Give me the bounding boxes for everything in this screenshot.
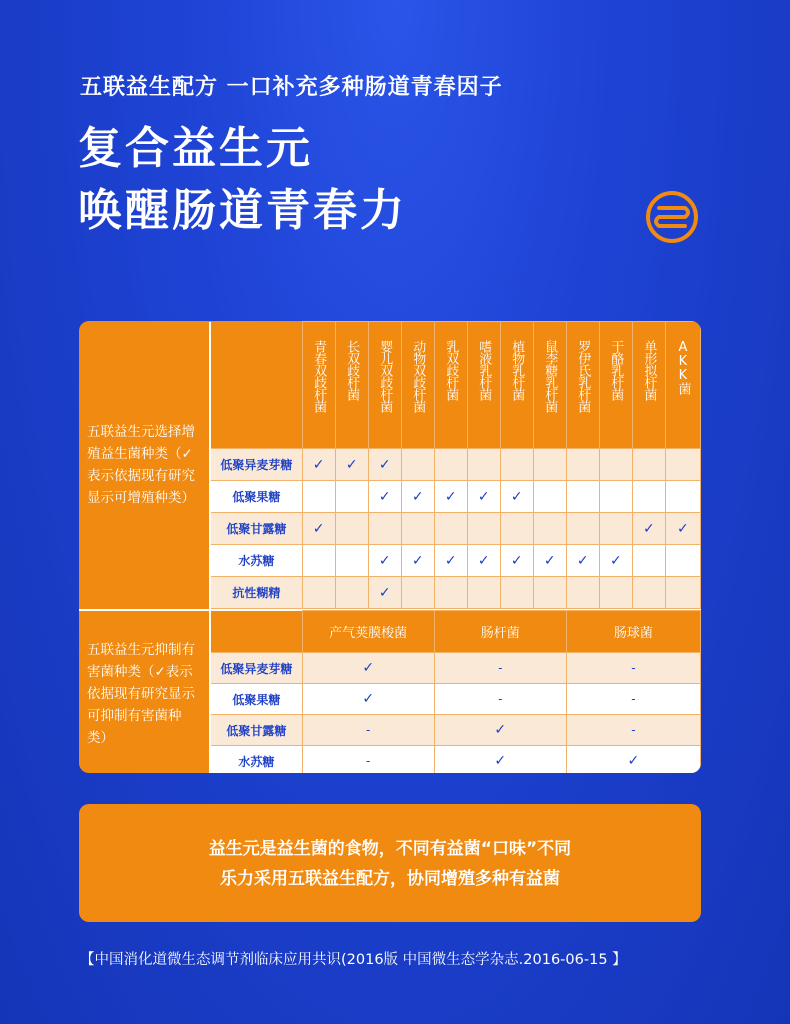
table-cell: ✓ [599, 545, 632, 577]
row-label: 低聚果糖 [210, 481, 302, 513]
column-header-label: 鼠李糖乳杆菌 [542, 340, 558, 412]
table-cell [533, 481, 566, 513]
table-cell [500, 577, 533, 609]
column-header [665, 322, 700, 449]
column-header-label: 植物乳杆菌 [509, 340, 525, 400]
table-cell [302, 545, 335, 577]
table-cell: ✓ [467, 481, 500, 513]
table-cell [665, 545, 700, 577]
column-header-label: 动物双歧杆菌 [410, 340, 426, 412]
table-cell [467, 577, 500, 609]
intestine-icon [645, 190, 699, 244]
table-cell [335, 513, 368, 545]
table-cell [434, 513, 467, 545]
table-cell [665, 481, 700, 513]
page-title [78, 118, 407, 242]
table-cell: ✓ [500, 545, 533, 577]
column-header [566, 322, 599, 449]
table-cell: ✓ [368, 577, 401, 609]
table-cell: ✓ [401, 545, 434, 577]
table-cell [434, 449, 467, 481]
info-banner [79, 804, 701, 922]
table-cell [665, 577, 700, 609]
table-cell [500, 449, 533, 481]
table-cell [401, 449, 434, 481]
table-cell [335, 481, 368, 513]
row-label: 水苏糖 [210, 746, 302, 774]
row-label: 低聚甘露糖 [210, 715, 302, 746]
section-label-promote: 五联益生元选择增殖益生菌种类（✓表示依据现有研究显示可增殖种类） [79, 322, 210, 609]
column-header-label: 嗜液乳杆菌 [476, 340, 492, 400]
banner-line-2: 乐力采用五联益生配方，协同增殖多种有益菌 [220, 869, 560, 889]
source-citation: 【中国消化道微生态调节剂临床应用共识(2016版 中国微生态学杂志.2016-06-15 】 [80, 952, 627, 968]
row-label: 低聚异麦芽糖 [210, 653, 302, 684]
column-header-label: 单形拟杆菌 [641, 340, 657, 400]
table-cell: - [302, 715, 434, 746]
table-cell: ✓ [302, 653, 434, 684]
table-cell: ✓ [566, 545, 599, 577]
column-header [533, 322, 566, 449]
column-header-label: 婴儿双歧杆菌 [377, 340, 393, 412]
table-cell [632, 577, 665, 609]
row-label: 抗性糊精 [210, 577, 302, 609]
column-header-label: 长双歧杆菌 [344, 340, 360, 400]
table-cell: - [566, 715, 700, 746]
column-header [401, 322, 434, 449]
table-cell [434, 577, 467, 609]
table-cell: ✓ [368, 545, 401, 577]
table-cell [566, 513, 599, 545]
header-blank [210, 322, 302, 449]
table-cell: ✓ [302, 449, 335, 481]
table-cell: - [566, 684, 700, 715]
table-cell [599, 481, 632, 513]
table-cell [368, 513, 401, 545]
table-cell [533, 513, 566, 545]
column-header [467, 322, 500, 449]
table-cell [599, 449, 632, 481]
table-cell: ✓ [632, 513, 665, 545]
column-header: 肠球菌 [566, 611, 700, 653]
column-header: 产气荚膜梭菌 [302, 611, 434, 653]
column-header-label: 青春双歧杆菌 [311, 340, 327, 412]
table-cell: ✓ [500, 481, 533, 513]
table-cell [632, 449, 665, 481]
table-cell [401, 577, 434, 609]
column-header [632, 322, 665, 449]
column-header-label: 乳双歧杆菌 [443, 340, 459, 400]
table-cell [401, 513, 434, 545]
table-cell: ✓ [401, 481, 434, 513]
title-line-1: 复合益生元 [78, 123, 313, 174]
table-cell: ✓ [302, 513, 335, 545]
table-cell [599, 513, 632, 545]
table-cell [533, 449, 566, 481]
table-cell: ✓ [533, 545, 566, 577]
table-cell: ✓ [467, 545, 500, 577]
banner-line-1: 益生元是益生菌的食物，不同有益菌“口味”不同 [208, 839, 572, 859]
table-cell [599, 577, 632, 609]
row-label: 低聚异麦芽糖 [210, 449, 302, 481]
table-cell [302, 481, 335, 513]
column-header: 肠杆菌 [434, 611, 566, 653]
title-line-2: 唤醒肠道青春力 [78, 185, 407, 236]
column-header-label: 干酪乳杆菌 [608, 340, 624, 400]
header-blank [210, 611, 302, 653]
column-header [368, 322, 401, 449]
row-label: 水苏糖 [210, 545, 302, 577]
table-cell: - [566, 653, 700, 684]
table-cell: ✓ [302, 684, 434, 715]
table-cell [566, 449, 599, 481]
column-header [599, 322, 632, 449]
table-cell: ✓ [368, 481, 401, 513]
section-label-inhibit: 五联益生元抑制有害菌种类（✓表示依据现有研究显示可抑制有害菌种类） [79, 611, 210, 774]
table-cell: ✓ [335, 449, 368, 481]
table-cell [632, 481, 665, 513]
row-label: 低聚甘露糖 [210, 513, 302, 545]
column-header-label: 罗伊氏乳杆菌 [575, 340, 591, 412]
table-cell [533, 577, 566, 609]
table-cell [665, 449, 700, 481]
subtitle: 五联益生配方 一口补充多种肠道青春因子 [80, 75, 503, 100]
table-cell [500, 513, 533, 545]
column-header-label: AKK菌 [675, 340, 691, 394]
row-label: 低聚果糖 [210, 684, 302, 715]
table-cell: ✓ [434, 545, 467, 577]
table-cell: ✓ [368, 449, 401, 481]
table-cell: ✓ [434, 481, 467, 513]
column-header [434, 322, 467, 449]
table-cell: - [434, 653, 566, 684]
column-header [302, 322, 335, 449]
table-cell [566, 577, 599, 609]
table-cell [566, 481, 599, 513]
table-cell: ✓ [434, 746, 566, 774]
table-cell [632, 545, 665, 577]
table-cell: ✓ [566, 746, 700, 774]
bacteria-table [79, 321, 701, 773]
table-cell [467, 513, 500, 545]
column-header [335, 322, 368, 449]
table-cell [302, 577, 335, 609]
table-cell: ✓ [434, 715, 566, 746]
table-cell [335, 577, 368, 609]
table-cell [467, 449, 500, 481]
table-cell [335, 545, 368, 577]
column-header [500, 322, 533, 449]
table-cell: ✓ [665, 513, 700, 545]
table-cell: - [434, 684, 566, 715]
table-cell: - [302, 746, 434, 774]
